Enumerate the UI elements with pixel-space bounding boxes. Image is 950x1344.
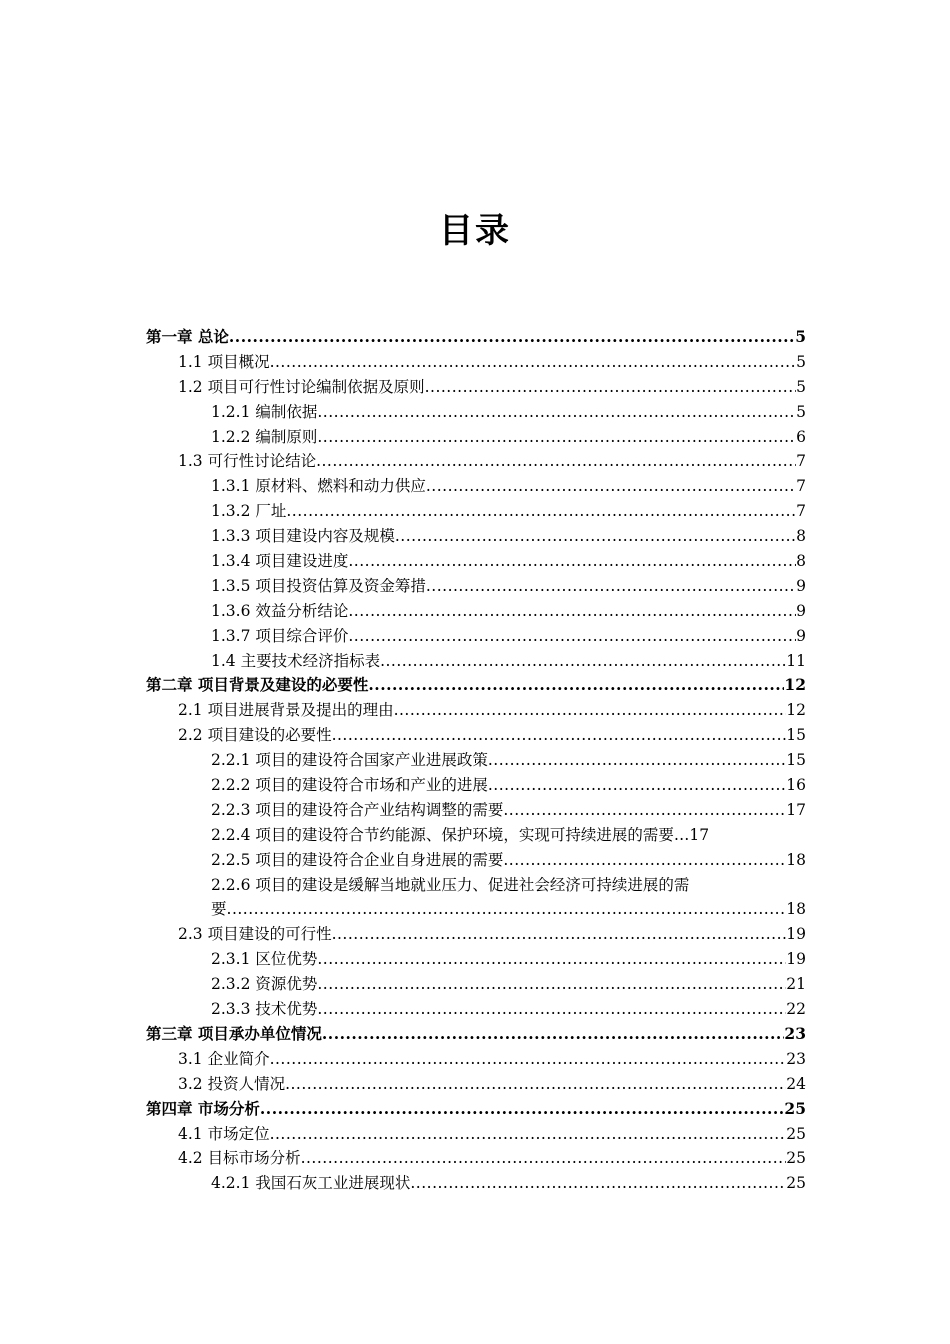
toc-page-number: 11 [786, 651, 806, 670]
toc-entry-label: 第四章 市场分析 [146, 1098, 260, 1118]
toc-page-number: 23 [784, 1023, 806, 1043]
toc-entry-label: 2.2.5 项目的建设符合企业自身进展的需要 [211, 850, 504, 869]
toc-entry-chapter-3[interactable] [146, 1022, 806, 1047]
toc-leader [488, 773, 786, 798]
toc-page-number: 17 [786, 800, 806, 819]
toc-entry-1-2[interactable] [146, 375, 806, 400]
toc-page-number: 18 [786, 850, 806, 869]
toc-entry-1-4[interactable] [146, 649, 806, 674]
toc-entry-2-3-1[interactable] [146, 947, 806, 972]
toc-leader [270, 350, 797, 375]
toc-page-number: 22 [786, 1000, 806, 1019]
toc-leader [317, 997, 786, 1022]
toc-leader [332, 922, 787, 947]
toc-entry-label: 2.2.2 项目的建设符合市场和产业的进展 [211, 776, 488, 795]
toc-leader [425, 375, 797, 400]
toc-entry-label: 3.2 投资人情况 [178, 1074, 286, 1093]
toc-leader [322, 1022, 785, 1047]
toc-entry-2-2-1[interactable] [146, 748, 806, 773]
toc-entry-2-2-5[interactable] [146, 848, 806, 873]
toc-page-number: 5 [796, 352, 806, 371]
toc-leader [394, 698, 787, 723]
toc-entry-1-3[interactable] [146, 449, 806, 474]
toc-entry-2-2[interactable] [146, 723, 806, 748]
toc-entry-label: 1.3.7 项目综合评价 [211, 626, 349, 645]
toc-entry-label: 1.3.4 项目建设进度 [211, 552, 349, 571]
toc-leader [270, 1122, 787, 1147]
toc-entry-label: 2.3.1 区位优势 [211, 950, 318, 969]
toc-entry-label: 2.2.3 项目的建设符合产业结构调整的需要 [211, 800, 504, 819]
toc-page-number: 16 [786, 776, 806, 795]
toc-page-number: 18 [786, 900, 806, 919]
toc-entry-label: 1.3.3 项目建设内容及规模 [211, 527, 395, 546]
toc-entry-1-3-2[interactable] [146, 499, 806, 524]
toc-page-number: 8 [796, 527, 806, 546]
toc-entry-1-3-3[interactable] [146, 524, 806, 549]
toc-leader [488, 748, 786, 773]
toc-entry-chapter-1[interactable] [146, 325, 806, 350]
toc-entry-label: 4.2 目标市场分析 [178, 1149, 301, 1168]
toc-leader [301, 1146, 787, 1171]
toc-page-number: 9 [796, 626, 806, 645]
toc-entry-label: 2.3.2 资源优势 [211, 975, 318, 994]
toc-entry-1-3-6[interactable] [146, 599, 806, 624]
toc-leader [332, 723, 787, 748]
toc-entry-label: 2.3.3 技术优势 [211, 1000, 318, 1019]
toc-page-number: 24 [786, 1074, 806, 1093]
toc-entry-label: 2.2.4 项目的建设符合节约能源、保护环境，实现可持续进展的需要… [211, 825, 690, 844]
toc-leader [395, 524, 796, 549]
toc-entry-1-3-7[interactable] [146, 624, 806, 649]
toc-entry-label: 2.2.6 项目的建设是缓解当地就业压力、促进社会经济可持续进展的需 [211, 875, 690, 894]
toc-leader [317, 425, 796, 450]
toc-page-number: 19 [786, 925, 806, 944]
toc-page-number: 25 [786, 1124, 806, 1143]
toc-page-number: 17 [689, 825, 710, 844]
toc-entry-chapter-4[interactable] [146, 1097, 806, 1122]
toc-entry-label: 2.1 项目进展背景及提出的理由 [178, 701, 394, 720]
toc-leader [317, 400, 796, 425]
toc-entry-2-2-6-line-1[interactable] [146, 873, 806, 898]
toc-entry-label: 4.1 市场定位 [178, 1124, 270, 1143]
toc-entry-label: 1.3.1 原材料、燃料和动力供应 [211, 477, 426, 496]
toc-leader [270, 1047, 787, 1072]
toc-leader [229, 325, 795, 350]
toc-leader [503, 848, 786, 873]
toc-entry-2-1[interactable] [146, 698, 806, 723]
toc-entry-4-2[interactable] [146, 1146, 806, 1171]
toc-page-number: 5 [796, 402, 806, 421]
toc-page-number: 6 [796, 427, 806, 446]
toc-entry-4-1[interactable] [146, 1122, 806, 1147]
toc-leader [260, 1097, 785, 1122]
toc-leader [317, 972, 786, 997]
toc-page-number: 25 [786, 1149, 806, 1168]
toc-entry-label: 2.2.1 项目的建设符合国家产业进展政策 [211, 751, 488, 770]
toc-leader [285, 1072, 786, 1097]
toc-leader [410, 1171, 786, 1196]
toc-entry-1-2-2[interactable] [146, 425, 806, 450]
toc-entry-label: 要 [211, 900, 227, 919]
toc-entry-2-3[interactable] [146, 922, 806, 947]
toc-entry-label: 1.2 项目可行性讨论编制依据及原则 [178, 377, 425, 396]
toc-entry-2-2-3[interactable] [146, 798, 806, 823]
toc-leader [317, 947, 786, 972]
toc-entry-2-2-2[interactable] [146, 773, 806, 798]
toc-entry-label: 2.3 项目建设的可行性 [178, 925, 332, 944]
toc-page-number: 7 [796, 477, 806, 496]
toc-page-number: 19 [786, 950, 806, 969]
toc-leader [380, 649, 786, 674]
toc-page-number: 15 [786, 726, 806, 745]
toc-title: 目录 [439, 211, 511, 251]
toc-entry-label: 1.4 主要技术经济指标表 [211, 651, 381, 670]
toc-page-number: 25 [784, 1098, 806, 1118]
toc-page-number: 9 [796, 576, 806, 595]
toc-page-number: 15 [786, 751, 806, 770]
toc-entry-label: 1.3 可行性讨论结论 [178, 452, 317, 471]
toc-page-number: 23 [786, 1049, 806, 1068]
toc-page-number: 5 [796, 377, 806, 396]
toc-entry-2-2-4[interactable] [146, 823, 806, 848]
toc-entry-label: 1.3.2 厂址 [211, 502, 287, 521]
toc-entry-label: 4.2.1 我国石灰工业进展现状 [211, 1174, 411, 1193]
toc-leader [286, 499, 796, 524]
toc-entry-label: 1.2.1 编制依据 [211, 402, 318, 421]
toc-entry-1-3-4[interactable] [146, 549, 806, 574]
toc-leader [368, 673, 784, 698]
toc-leader [426, 474, 796, 499]
toc-entry-1-3-1[interactable] [146, 474, 806, 499]
table-of-contents [146, 325, 806, 1196]
toc-entry-label: 3.1 企业简介 [178, 1049, 270, 1068]
toc-entry-1-1[interactable] [146, 350, 806, 375]
toc-entry-1-2-1[interactable] [146, 400, 806, 425]
toc-leader [348, 624, 796, 649]
toc-page-number: 5 [795, 327, 806, 346]
toc-entry-label: 1.1 项目概况 [178, 352, 270, 371]
toc-page-number: 7 [796, 452, 806, 471]
toc-page-number: 7 [796, 502, 806, 521]
toc-entry-3-2[interactable] [146, 1072, 806, 1097]
toc-leader [316, 449, 796, 474]
toc-entry-1-3-5[interactable] [146, 574, 806, 599]
toc-page-number: 25 [786, 1174, 806, 1193]
toc-entry-label: 1.2.2 编制原则 [211, 427, 318, 446]
toc-page-number: 12 [786, 701, 806, 720]
toc-entry-4-2-1[interactable] [146, 1171, 806, 1196]
toc-entry-label: 第二章 项目背景及建设的必要性 [146, 675, 369, 695]
toc-entry-label: 第一章 总论 [146, 327, 229, 346]
toc-page-number: 12 [784, 675, 806, 695]
toc-entry-label: 1.3.6 效益分析结论 [211, 601, 349, 620]
toc-leader [348, 599, 796, 624]
toc-page-number: 9 [796, 601, 806, 620]
toc-entry-2-3-2[interactable] [146, 972, 806, 997]
toc-entry-label: 第三章 项目承办单位情况 [146, 1023, 322, 1043]
toc-entry-3-1[interactable] [146, 1047, 806, 1072]
toc-leader [426, 574, 796, 599]
toc-entry-2-2-6-line-2[interactable] [146, 897, 806, 922]
toc-page-number: 8 [796, 552, 806, 571]
toc-leader [227, 897, 787, 922]
toc-leader [348, 549, 796, 574]
toc-entry-label: 1.3.5 项目投资估算及资金筹措 [211, 576, 426, 595]
toc-entry-label: 2.2 项目建设的必要性 [178, 726, 332, 745]
toc-entry-2-3-3[interactable] [146, 997, 806, 1022]
toc-entry-chapter-2[interactable] [146, 673, 806, 698]
toc-leader [503, 798, 786, 823]
toc-page-number: 21 [786, 975, 806, 994]
